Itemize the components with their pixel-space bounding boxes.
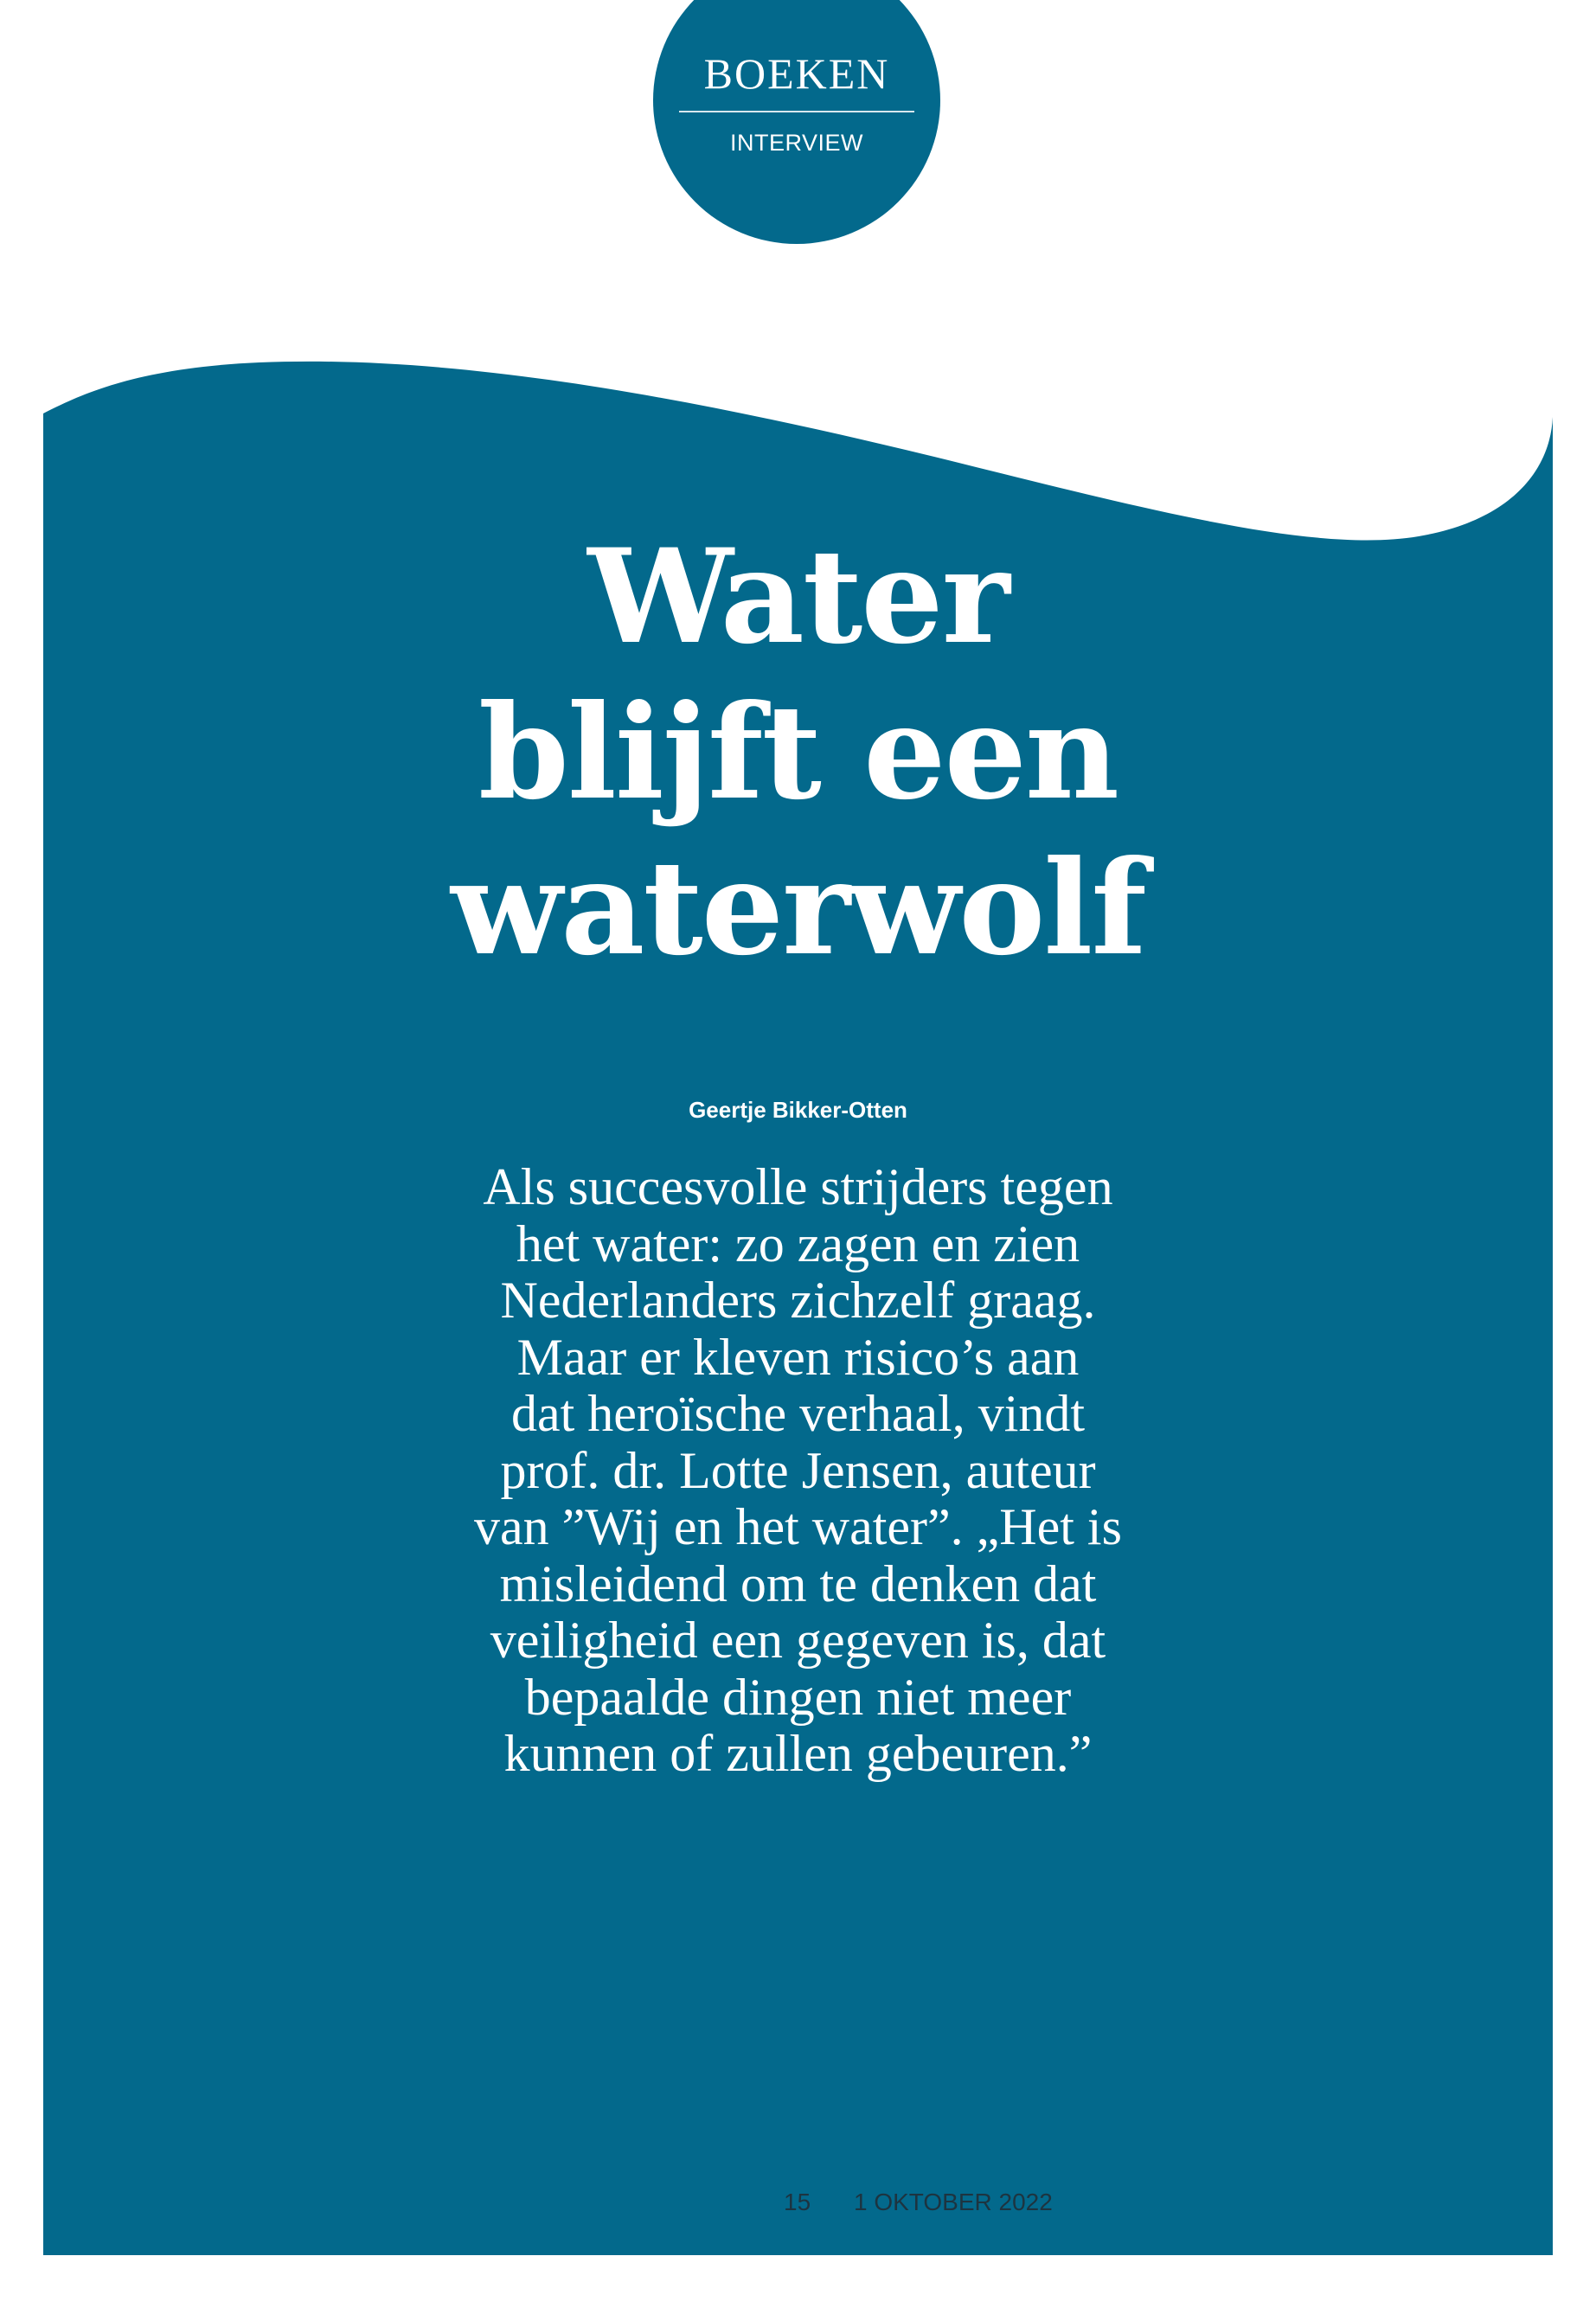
issue-date: 1 OKTOBER 2022: [854, 2189, 1053, 2215]
intro-line: van ”Wij en het water”. „Het is: [474, 1498, 1122, 1555]
intro-line: Maar er kleven risico’s aan: [516, 1328, 1080, 1386]
intro-line: kunnen of zullen gebeuren.”: [503, 1725, 1093, 1782]
badge-divider: [679, 111, 914, 112]
page-footer: [0, 2189, 1596, 2218]
section-title: BOEKEN: [703, 49, 890, 98]
intro-line: Nederlanders zichzelf graag.: [500, 1272, 1096, 1329]
headline-line: waterwolf: [451, 832, 1145, 984]
intro-line: bepaalde dingen niet meer: [524, 1668, 1072, 1726]
author-byline: Geertje Bikker-Otten: [689, 1097, 907, 1123]
headline-line: blijft een: [478, 676, 1118, 829]
intro-line: prof. dr. Lotte Jensen, auteur: [500, 1441, 1096, 1499]
headline-line: Water: [587, 521, 1009, 673]
section-subtitle: INTERVIEW: [729, 130, 863, 156]
page-number: 15: [784, 2189, 811, 2215]
intro-line: veiligheid een gegeven is, dat: [490, 1612, 1106, 1669]
intro-line: Als succesvolle strijders tegen: [483, 1158, 1113, 1215]
intro-line: dat heroïsche verhaal, vindt: [510, 1385, 1086, 1442]
intro-line: misleidend om te denken dat: [499, 1554, 1097, 1612]
headline: [260, 519, 1336, 986]
intro-paragraph: [407, 1159, 1189, 1783]
intro-line: het water: zo zagen en zien: [516, 1215, 1080, 1272]
